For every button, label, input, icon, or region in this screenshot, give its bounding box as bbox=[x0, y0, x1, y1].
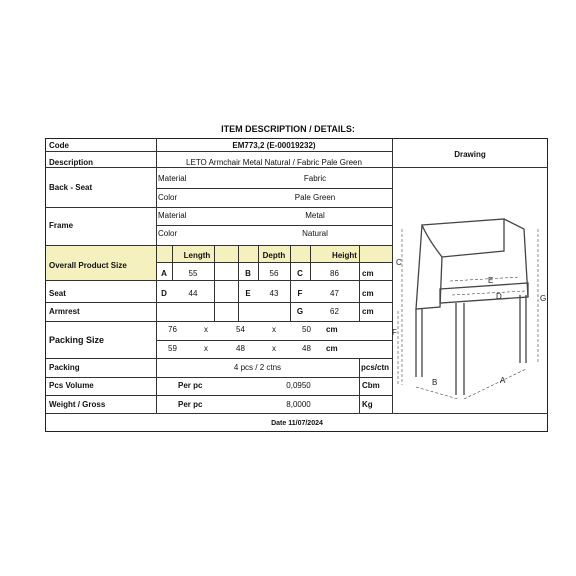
code-label: Code bbox=[49, 141, 69, 150]
dim-line-b bbox=[416, 387, 458, 399]
dim-unit-seat: cm bbox=[362, 289, 374, 298]
row-line bbox=[46, 377, 392, 378]
front-right-leg bbox=[456, 303, 464, 395]
dim-value-b: 56 bbox=[269, 269, 279, 278]
packing-label: Packing bbox=[49, 363, 80, 372]
dim-value-d: 44 bbox=[188, 289, 198, 298]
dim-key-d: D bbox=[161, 289, 167, 298]
row-line bbox=[46, 321, 392, 322]
front-left-leg bbox=[416, 309, 422, 377]
drawing-letter-a: A bbox=[500, 376, 506, 385]
overall-label: Overall Product Size bbox=[49, 261, 127, 270]
back-seat-material-label: Material bbox=[158, 174, 187, 183]
seat-label: Seat bbox=[49, 289, 66, 298]
back-right-leg bbox=[520, 295, 526, 363]
backrest-outline bbox=[422, 219, 504, 257]
volume-label: Pcs Volume bbox=[49, 381, 94, 390]
row-line bbox=[46, 395, 392, 396]
row-line bbox=[46, 358, 392, 359]
frame-color: Natural bbox=[302, 229, 328, 238]
dim-key-f: F bbox=[297, 289, 303, 298]
weight-unit: Kg bbox=[362, 400, 373, 409]
pack-row1-x2: x bbox=[272, 325, 276, 334]
dim-key-e: E bbox=[245, 289, 251, 298]
drawing-label: Drawing bbox=[454, 150, 486, 159]
back-seat-material: Fabric bbox=[303, 174, 327, 183]
pack-row1-length: 76 bbox=[168, 325, 177, 334]
frame-material: Metal bbox=[305, 211, 325, 220]
drawing-letter-d: D bbox=[496, 292, 502, 301]
dim-line-e bbox=[450, 277, 520, 281]
description-label: Description bbox=[49, 158, 94, 167]
pack-row2-x2: x bbox=[272, 344, 276, 353]
height-header: Height bbox=[332, 251, 357, 260]
dim-value-c: 86 bbox=[330, 269, 339, 278]
dim-line-d bbox=[452, 291, 526, 295]
pack-row2-unit: cm bbox=[326, 344, 338, 353]
weight-value: 8,0000 bbox=[286, 400, 311, 409]
pack-row2-x1: x bbox=[204, 344, 208, 353]
date-footer: Date 11/07/2024 bbox=[271, 420, 323, 427]
spec-sheet bbox=[45, 138, 548, 432]
pack-row1-width: 54 bbox=[236, 325, 245, 334]
dim-value-a: 55 bbox=[188, 269, 198, 278]
weight-label: Weight / Gross bbox=[49, 400, 106, 409]
pack-row2-height: 48 bbox=[302, 344, 311, 353]
dim-key-g: G bbox=[296, 307, 304, 316]
volume-per: Per pc bbox=[178, 381, 203, 390]
dim-key-c: C bbox=[297, 269, 303, 278]
dim-line-a bbox=[464, 369, 526, 399]
frame-color-label: Color bbox=[158, 229, 178, 238]
row-line bbox=[46, 151, 392, 152]
row-line bbox=[46, 207, 392, 208]
drawing-letter-b: B bbox=[432, 378, 438, 387]
row-line bbox=[46, 302, 392, 303]
depth-header: Depth bbox=[262, 251, 286, 260]
pack-row1-x1: x bbox=[204, 325, 208, 334]
col-line bbox=[359, 358, 360, 413]
row-line bbox=[46, 280, 392, 281]
row-line bbox=[156, 225, 392, 226]
length-header: Length bbox=[183, 251, 211, 260]
back-seat-color-label: Color bbox=[158, 193, 178, 202]
dim-unit-armrest: cm bbox=[362, 307, 374, 316]
dim-value-f: 47 bbox=[330, 289, 339, 298]
dim-key-a: A bbox=[161, 269, 167, 278]
drawing-letter-c: C bbox=[396, 258, 402, 267]
row-line bbox=[156, 340, 392, 341]
frame-material-label: Material bbox=[158, 211, 187, 220]
dim-value-e: 43 bbox=[269, 289, 279, 298]
packing-value: 4 pcs / 2 ctns bbox=[233, 363, 282, 372]
pack-row1-height: 50 bbox=[302, 325, 311, 334]
code-value: EM773,2 (E-00019232) bbox=[232, 141, 316, 150]
dim-key-b: B bbox=[245, 269, 251, 278]
drawing-letter-f: F bbox=[392, 328, 397, 337]
page-heading: ITEM DESCRIPTION / DETAILS: bbox=[221, 124, 355, 134]
row-line bbox=[46, 245, 392, 246]
back-seat-color: Pale Green bbox=[294, 193, 336, 202]
volume-value: 0,0950 bbox=[286, 381, 311, 390]
drawing-letter-g: G bbox=[540, 294, 547, 303]
drawing-letter-e: E bbox=[488, 276, 494, 285]
dim-value-g: 62 bbox=[330, 307, 339, 316]
packing-size-label: Packing Size bbox=[49, 335, 105, 345]
volume-unit: Cbm bbox=[362, 381, 380, 390]
row-line bbox=[46, 413, 548, 414]
pack-row2-length: 59 bbox=[168, 344, 177, 353]
frame-label: Frame bbox=[49, 221, 74, 230]
dim-unit-overall: cm bbox=[362, 269, 374, 278]
pack-row1-unit: cm bbox=[326, 325, 338, 334]
row-line bbox=[156, 188, 392, 189]
back-seat-label: Back - Seat bbox=[49, 183, 93, 192]
armrest-label: Armrest bbox=[49, 307, 80, 316]
weight-per: Per pc bbox=[178, 400, 203, 409]
right-side-outline bbox=[504, 219, 528, 297]
description-value: LETO Armchair Metal Natural / Fabric Pale Green bbox=[186, 158, 362, 167]
armchair-drawing bbox=[392, 199, 548, 399]
row-line bbox=[156, 262, 392, 263]
packing-unit: pcs/ctn bbox=[361, 363, 390, 372]
pack-row2-width: 48 bbox=[236, 344, 245, 353]
